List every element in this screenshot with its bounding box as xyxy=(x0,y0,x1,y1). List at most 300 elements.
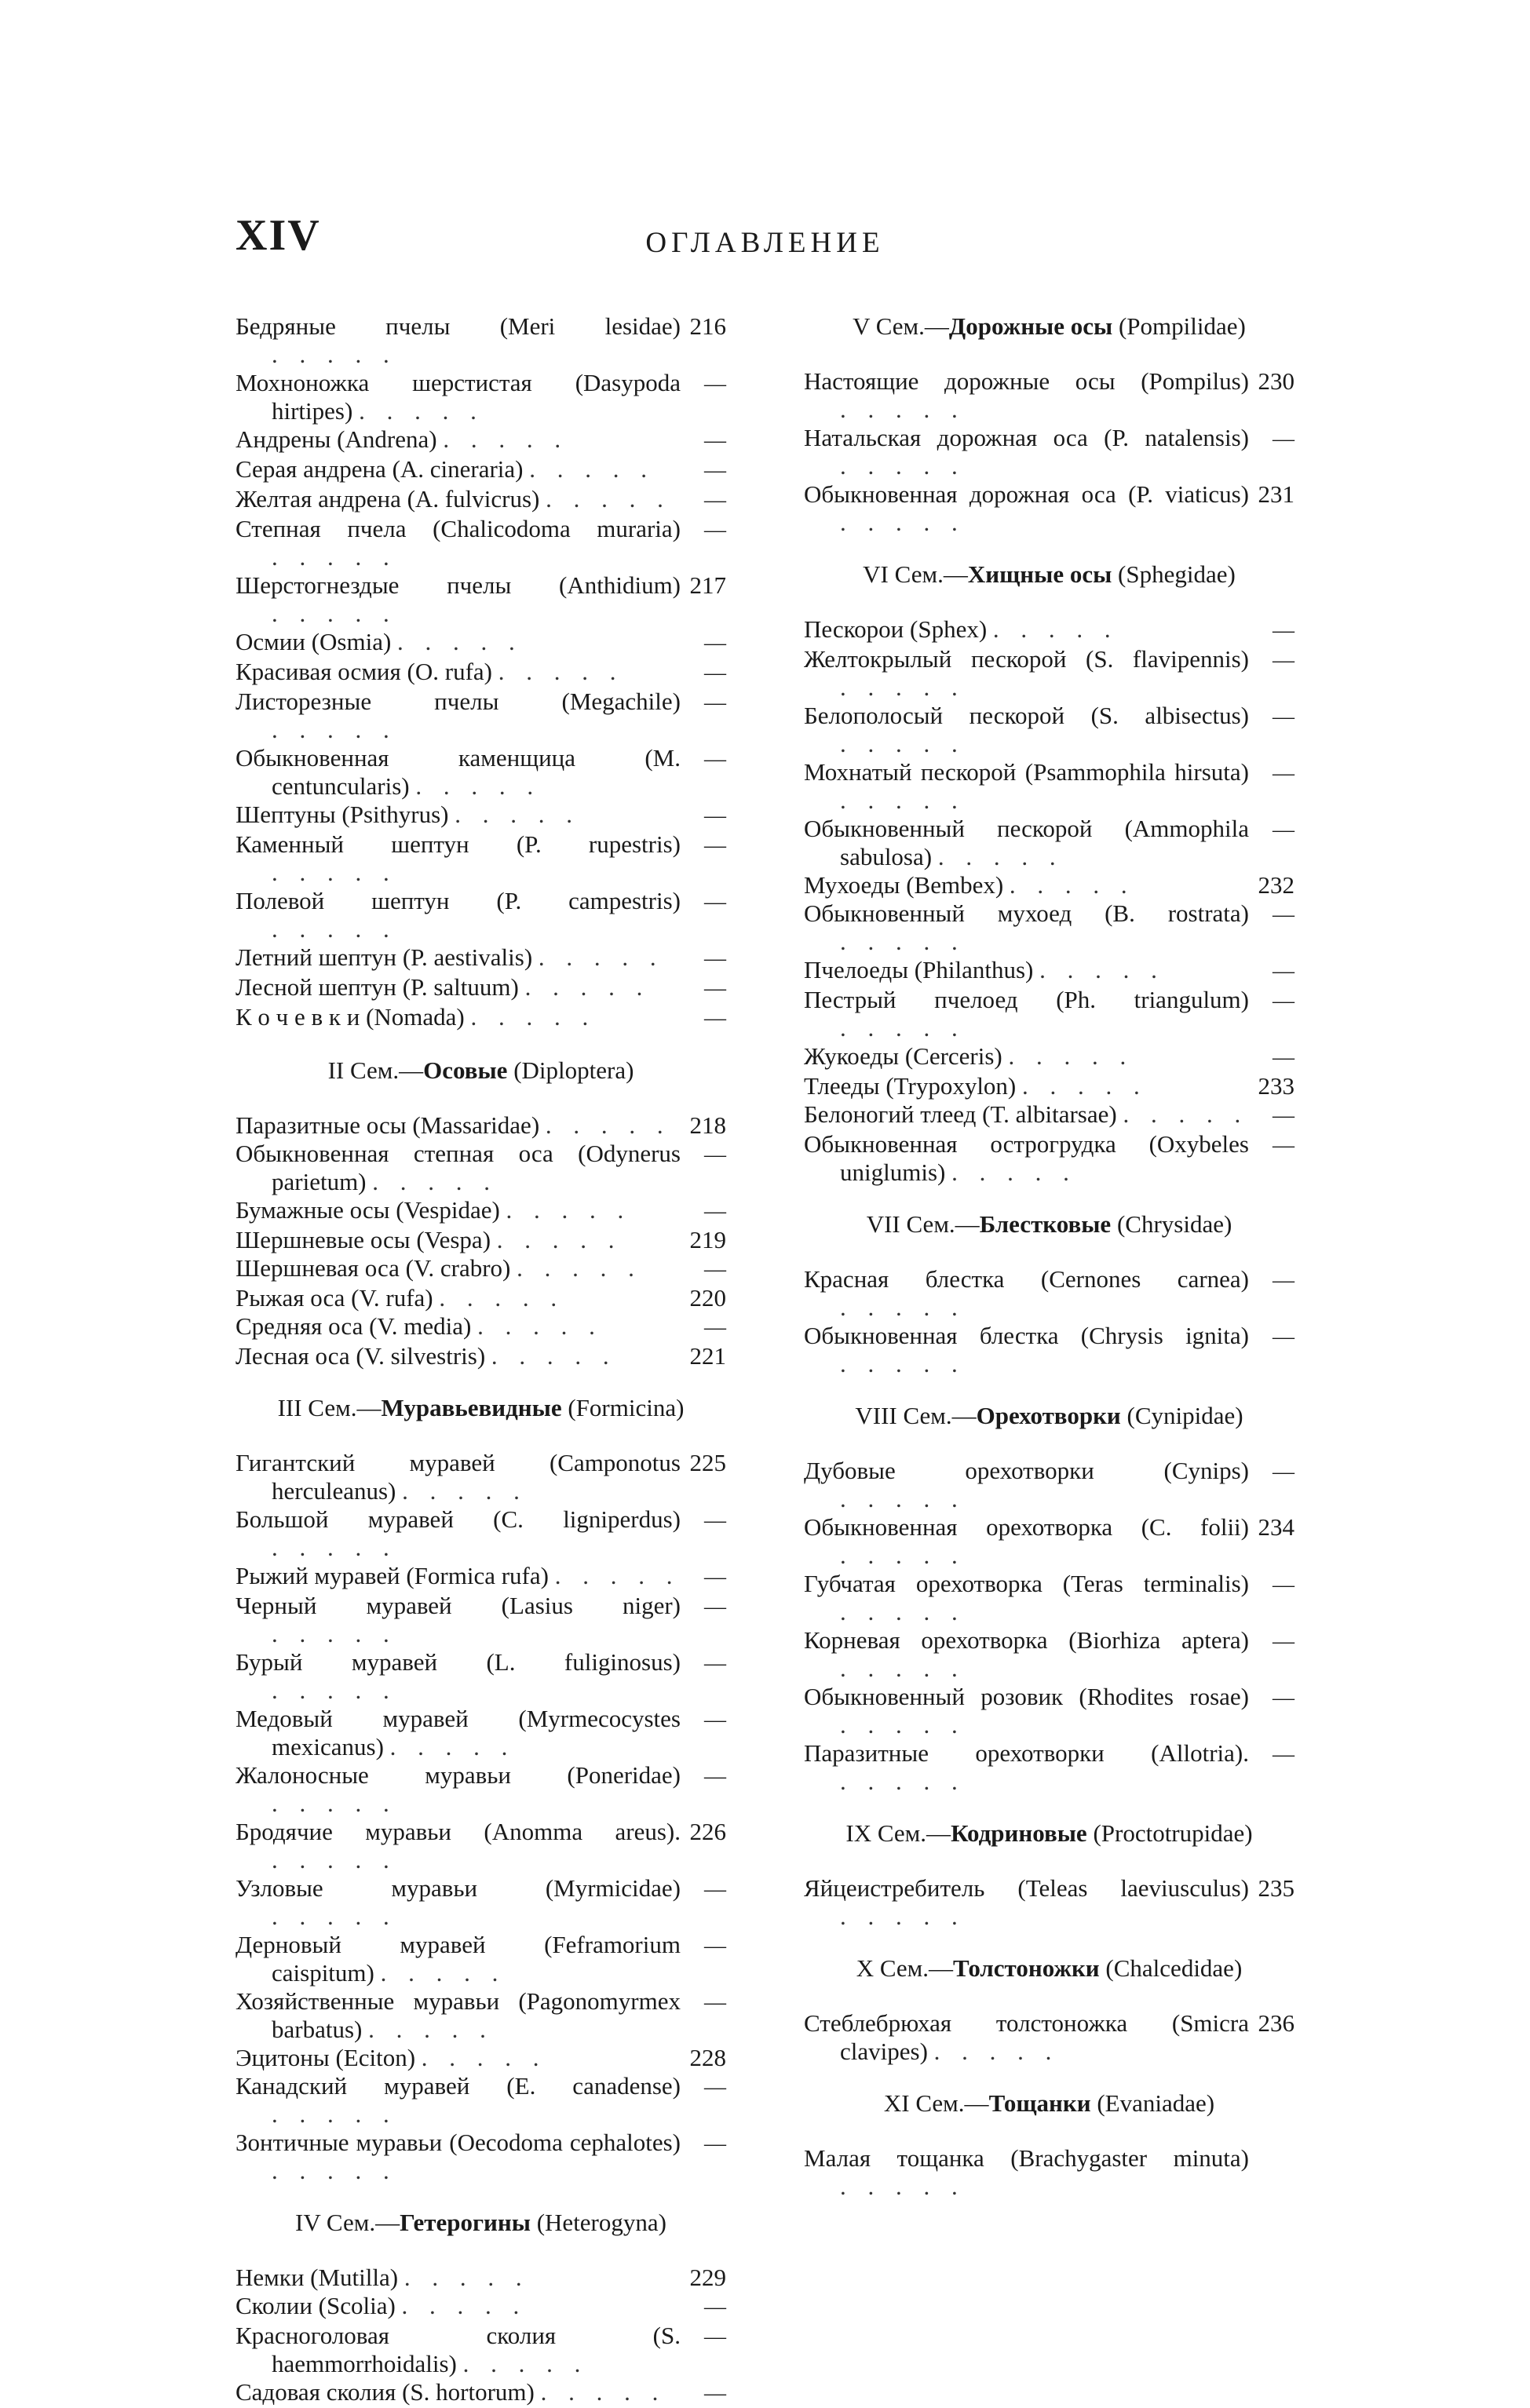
toc-entry-title: Шершневая оса (V. crabro) . . . . . xyxy=(236,1254,642,1282)
family-latin-name: (Chrysidae) xyxy=(1111,1210,1232,1238)
toc-page-number: — xyxy=(704,1595,726,1619)
toc-entry xyxy=(804,758,1294,815)
family-heading xyxy=(236,1394,726,1422)
family-name: Хищные осы xyxy=(967,560,1112,588)
toc-page-number: — xyxy=(704,372,726,396)
toc-entry xyxy=(236,688,726,744)
toc-entry-title: Листорезные пчелы (Megachile) . . . . . xyxy=(236,688,681,743)
toc-entry-title: Натальская дорожная оса (P. natalensis) . . . . . xyxy=(804,424,1249,480)
dot-leaders: . . . . . xyxy=(389,1733,516,1760)
toc-page-number: — xyxy=(1273,1133,1294,1158)
toc-entry xyxy=(804,2009,1294,2066)
toc-entry-title: Гигантский муравей (Camponotus herculeanus) . . . . . xyxy=(236,1449,681,1505)
toc-page-number: 226 xyxy=(689,1818,726,1845)
toc-page-number: 229 xyxy=(689,2264,726,2291)
toc-page-number: — xyxy=(704,834,726,858)
dot-leaders: . . . . . xyxy=(272,1903,397,1930)
toc-entry xyxy=(236,1449,726,1505)
dot-leaders: . . . . . xyxy=(359,397,484,425)
family-heading xyxy=(804,560,1294,589)
dot-leaders: . . . . . xyxy=(272,859,397,886)
dot-leaders: . . . . . xyxy=(272,716,397,743)
toc-entry xyxy=(236,1226,726,1254)
dot-leaders: . . . . . xyxy=(372,1168,498,1195)
toc-entry-title: Обыкновенная каменщица (M. centuncularis) . . . . . xyxy=(236,744,681,800)
dot-leaders: . . . . . xyxy=(272,543,397,571)
toc-entry-title: Узловые муравьи (Myrmicidae) . . . . . xyxy=(236,1874,681,1930)
family-number: VIII Сем.— xyxy=(855,1402,977,1429)
toc-entry-title: Обыкновенный розовик (Rhodites rosae) . . . . . xyxy=(804,1683,1249,1739)
toc-entry xyxy=(236,1705,726,1761)
dot-leaders: . . . . . xyxy=(397,628,523,655)
family-heading xyxy=(236,2209,726,2237)
dot-leaders: . . . . . xyxy=(368,2016,494,2043)
dot-leaders: . . . . . xyxy=(840,2173,966,2200)
toc-entry xyxy=(236,2264,726,2292)
dot-leaders: . . . . . xyxy=(840,928,966,955)
dot-leaders: . . . . . xyxy=(401,2292,528,2319)
dot-leaders: . . . . . xyxy=(517,1254,642,1282)
toc-entry xyxy=(236,1505,726,1562)
toc-page-number: — xyxy=(704,2325,726,2349)
toc-entry-title: Красноголовая сколия (S. haemmorrhoidalis) . . . . . xyxy=(236,2322,681,2377)
dot-leaders: . . . . . xyxy=(272,341,397,368)
family-number: III Сем.— xyxy=(277,1394,382,1421)
toc-entry-title: Хозяйственные муравьи (Pagonomyrmex barbatus) . . . . . xyxy=(236,1987,681,2043)
toc-entry-title: Пестрый пчелоед (Ph. triangulum) . . . . . xyxy=(804,986,1249,1042)
toc-entry xyxy=(804,702,1294,758)
toc-entry-title: Полевой шептун (P. campestris) . . . . . xyxy=(236,887,681,943)
toc-entry xyxy=(236,1987,726,2044)
toc-entry-title: Белоногий тлеед (T. albitarsae) . . . . . xyxy=(804,1100,1249,1128)
toc-page-number: 235 xyxy=(1258,1874,1294,1902)
toc-entry xyxy=(236,744,726,801)
toc-page-number: 233 xyxy=(1258,1072,1294,1100)
family-latin-name: (Formicina) xyxy=(561,1394,685,1421)
toc-page-number: 225 xyxy=(689,1449,726,1476)
family-latin-name: (Pompilidae) xyxy=(1112,312,1246,340)
family-heading xyxy=(804,1954,1294,1983)
toc-entry-title: Бродячие муравьи (Anomma areus). . . . . . xyxy=(236,1818,681,1873)
toc-entry xyxy=(236,2072,726,2129)
dot-leaders: . . . . . xyxy=(840,1485,966,1512)
toc-entry xyxy=(236,1111,726,1140)
toc-entry xyxy=(804,986,1294,1042)
family-number: XI Сем.— xyxy=(883,2089,989,2117)
toc-entry xyxy=(804,1457,1294,1513)
family-heading xyxy=(236,1056,726,1085)
dot-leaders: . . . . . xyxy=(840,730,966,757)
dot-leaders: . . . . . xyxy=(840,1655,966,1682)
toc-page-number: — xyxy=(704,661,726,685)
family-name: Орехотворки xyxy=(976,1402,1121,1429)
family-latin-name: (Evaniadae) xyxy=(1090,2089,1215,2117)
dot-leaders: . . . . . xyxy=(840,1598,966,1625)
toc-page-number: — xyxy=(1273,1268,1294,1293)
toc-entry xyxy=(804,899,1294,956)
dot-leaders: . . . . . xyxy=(546,485,671,513)
toc-entry-title: Эцитоны (Eciton) . . . . . xyxy=(236,2044,547,2071)
toc-entry-title: Канадский муравей (E. canadense) . . . . . xyxy=(236,2072,681,2128)
dot-leaders: . . . . . xyxy=(538,943,664,971)
family-name: Тощанки xyxy=(988,2089,1091,2117)
toc-page-number: — xyxy=(704,976,726,1001)
toc-page-number: 230 xyxy=(1258,367,1294,395)
toc-page-number: 220 xyxy=(689,1284,726,1312)
dot-leaders: . . . . . xyxy=(272,2157,397,2184)
toc-entry-title: Яйцеистребитель (Teleas laeviusculus) . . . . . xyxy=(804,1874,1249,1930)
family-latin-name: (Sphegidae) xyxy=(1112,560,1236,588)
family-heading xyxy=(804,312,1294,341)
toc-entry xyxy=(804,424,1294,480)
dot-leaders: . . . . . xyxy=(840,509,966,536)
toc-entry-title: Рыжий муравей (Formica rufa) . . . . . xyxy=(236,1562,681,1589)
dot-leaders: . . . . . xyxy=(402,1477,528,1505)
toc-page-number: — xyxy=(1273,989,1294,1013)
dot-leaders: . . . . . xyxy=(272,600,397,627)
toc-page-number: — xyxy=(704,1257,726,1282)
toc-page-number: — xyxy=(704,1934,726,1958)
toc-entry xyxy=(236,2378,726,2408)
toc-entry xyxy=(236,1648,726,1705)
family-number: IX Сем.— xyxy=(845,1819,951,1847)
toc-entry-title: Обыкновенный мухоед (B. rostrata) . . . . . xyxy=(804,899,1249,955)
toc-page-number: 216 xyxy=(689,312,726,340)
toc-entry-title: Зонтичные муравьи (Oecodoma cephalotes) . . . . . xyxy=(236,2129,681,2184)
toc-page-number: 236 xyxy=(1258,2009,1294,2037)
dot-leaders: . . . . . xyxy=(498,658,624,685)
toc-entry-title: Черный муравей (Lasius niger) . . . . . xyxy=(236,1592,681,1647)
toc-page-number: — xyxy=(1273,1460,1294,1484)
toc-entry xyxy=(236,2044,726,2072)
toc-entry xyxy=(236,887,726,943)
family-latin-name: (Heterogyna) xyxy=(530,2209,666,2236)
toc-entry xyxy=(236,830,726,887)
family-number: VII Сем.— xyxy=(866,1210,980,1238)
toc-page-number: — xyxy=(704,1509,726,1533)
toc-page-number: 231 xyxy=(1258,480,1294,508)
toc-page-number: — xyxy=(704,2075,726,2100)
dot-leaders: . . . . . xyxy=(840,1014,966,1042)
toc-entry xyxy=(236,1312,726,1342)
toc-page-number: — xyxy=(704,2132,726,2156)
toc-entry-title: Бурый муравей (L. fuliginosus) . . . . . xyxy=(236,1648,681,1704)
toc-entry-title: Шершневые осы (Vespa) . . . . . xyxy=(236,1226,623,1253)
toc-entry-title: Пескорои (Sphex) . . . . . xyxy=(804,615,1119,643)
dot-leaders: . . . . . xyxy=(506,1196,632,1224)
toc-page-number: — xyxy=(704,1565,726,1589)
toc-entry xyxy=(804,480,1294,537)
toc-page-number: — xyxy=(1273,1573,1294,1597)
toc-entry-title: Жукоеды (Cerceris) . . . . . xyxy=(804,1042,1134,1070)
toc-page-number: — xyxy=(1273,761,1294,786)
toc-page-number: — xyxy=(1273,618,1294,643)
family-heading xyxy=(804,1402,1294,1430)
dot-leaders: . . . . . xyxy=(380,1959,506,1987)
toc-entry xyxy=(804,871,1294,899)
dot-leaders: . . . . . xyxy=(272,2100,397,2128)
dot-leaders: . . . . . xyxy=(1123,1100,1249,1128)
toc-page-number: — xyxy=(704,1199,726,1224)
toc-entry xyxy=(236,1196,726,1226)
dot-leaders: . . . . . xyxy=(933,2038,1060,2065)
toc-entry-title: Рыжая оса (V. rufa) . . . . . xyxy=(236,1284,565,1312)
toc-entry-title: Каменный шептун (P. rupestris) . . . . . xyxy=(236,830,681,886)
toc-entry xyxy=(236,1562,726,1592)
family-number: X Сем.— xyxy=(856,1954,954,1982)
running-head: ОГЛАВЛЕНИЕ xyxy=(645,227,885,259)
family-number: V Сем.— xyxy=(853,312,949,340)
dot-leaders: . . . . . xyxy=(443,425,569,453)
toc-entry-title: Бумажные осы (Vespidae) . . . . . xyxy=(236,1196,632,1224)
dot-leaders: . . . . . xyxy=(1009,871,1135,899)
toc-entry-title: Лесная оса (V. silvestris) . . . . . xyxy=(236,1342,617,1370)
toc-page-number: — xyxy=(704,1651,726,1676)
toc-page-number: — xyxy=(1273,1045,1294,1070)
toc-entry xyxy=(804,1042,1294,1072)
toc-entry-title: Шептуны (Psithyrus) . . . . . xyxy=(236,801,580,828)
toc-entry-title: Жалоносные муравьи (Poneridae) . . . . . xyxy=(236,1761,681,1817)
toc-entry xyxy=(236,2322,726,2378)
toc-page-number: — xyxy=(1273,705,1294,729)
toc-entry-title: Обыкновенная дорожная оса (P. viaticus) . . . . . xyxy=(804,480,1249,536)
dot-leaders: . . . . . xyxy=(1008,1042,1134,1070)
toc-page-number: — xyxy=(1273,1104,1294,1128)
toc-entry-title: Настоящие дорожные осы (Pompilus) . . . . . xyxy=(804,367,1249,423)
toc-entry xyxy=(804,367,1294,424)
toc-page-number: — xyxy=(704,691,726,715)
toc-entry xyxy=(236,1254,726,1284)
family-heading xyxy=(804,1819,1294,1848)
toc-entry-title: Немки (Mutilla) . . . . . xyxy=(236,2264,530,2291)
toc-page-number: — xyxy=(704,1006,726,1031)
toc-entry-title: Корневая орехотворка (Biorhiza aptera) . . . . . xyxy=(804,1626,1249,1682)
toc-entry-title: Большой муравей (C. ligniperdus) . . . . . xyxy=(236,1505,681,1561)
toc-entry xyxy=(236,515,726,571)
toc-entry-title: Садовая сколия (S. hortorum) . . . . . xyxy=(236,2378,666,2406)
toc-entry-title: Дубовые орехотворки (Cynips) . . . . . xyxy=(804,1457,1249,1512)
dot-leaders: . . . . . xyxy=(545,1111,671,1139)
toc-entry-title: Обыкновенная орехотворка (C. folii) . . . . . xyxy=(804,1513,1249,1569)
dot-leaders: . . . . . xyxy=(840,786,966,814)
dot-leaders: . . . . . xyxy=(840,452,966,480)
family-name: Гетерогины xyxy=(400,2209,531,2236)
toc-entry xyxy=(236,1874,726,1931)
dot-leaders: . . . . . xyxy=(496,1226,623,1253)
dot-leaders: . . . . . xyxy=(1039,956,1165,983)
dot-leaders: . . . . . xyxy=(403,2264,530,2291)
toc-entry-title: Паразитные орехотворки (Allotria). . . . . . xyxy=(804,1739,1249,1795)
family-latin-name: (Cynipidae) xyxy=(1120,1402,1243,1429)
toc-entry xyxy=(236,1284,726,1312)
toc-entry xyxy=(804,1683,1294,1739)
toc-page-number: — xyxy=(704,1877,726,1902)
dot-leaders: . . . . . xyxy=(529,455,655,483)
toc-entry-title: Обыкновенная острогрудка (Oxybeles uniglumis) . . . . . xyxy=(804,1130,1249,1186)
toc-entry-title: Степная пчела (Chalicodoma muraria) . . . . . xyxy=(236,515,681,571)
dot-leaders: . . . . . xyxy=(1022,1072,1148,1100)
dot-leaders: . . . . . xyxy=(840,673,966,701)
toc-entry-title: Бедряные пчелы (Meri lesidae) . . . . . xyxy=(236,312,681,368)
toc-entry-title: Стеблебрюхая толстоножка (Smicra clavipes) . . . . . xyxy=(804,2009,1249,2065)
dot-leaders: . . . . . xyxy=(455,801,580,828)
dot-leaders: . . . . . xyxy=(840,1711,966,1739)
dot-leaders: . . . . . xyxy=(491,1342,617,1370)
dot-leaders: . . . . . xyxy=(477,1312,603,1340)
toc-page-number: 218 xyxy=(689,1111,726,1139)
dot-leaders: . . . . . xyxy=(840,1541,966,1569)
toc-page-number: 221 xyxy=(689,1342,726,1370)
toc-page-number: — xyxy=(704,1143,726,1167)
toc-entry xyxy=(236,1342,726,1370)
toc-page-number: — xyxy=(704,804,726,828)
toc-entry xyxy=(804,2144,1294,2201)
toc-entry-title: Красивая осмия (O. rufa) . . . . . xyxy=(236,658,624,685)
dot-leaders: . . . . . xyxy=(272,1534,397,1561)
toc-entry-title: Мухоеды (Bembex) . . . . . xyxy=(804,871,1135,899)
dot-leaders: . . . . . xyxy=(992,615,1119,643)
dot-leaders: . . . . . xyxy=(272,1790,397,1817)
toc-page-number: — xyxy=(704,747,726,772)
family-number: VI Сем.— xyxy=(863,560,968,588)
toc-entry-title: Белополосый пескорой (S. albisectus) . . . . . xyxy=(804,702,1249,757)
toc-entry-title: Мохноножка шерстистая (Dasypoda hirtipes) . . . . . xyxy=(236,369,681,425)
toc-entry xyxy=(804,815,1294,871)
toc-entry-title: Желтая андрена (A. fulvicrus) . . . . . xyxy=(236,485,671,513)
toc-entry-title: Паразитные осы (Massaridae) . . . . . xyxy=(236,1111,671,1139)
family-number: IV Сем.— xyxy=(295,2209,400,2236)
toc-entry-title: Летний шептун (P. aestivalis) . . . . . xyxy=(236,943,664,971)
toc-entry xyxy=(236,312,726,369)
toc-entry xyxy=(804,645,1294,702)
dot-leaders: . . . . . xyxy=(272,1676,397,1704)
toc-entry-title: Малая тощанка (Brachygaster minuta) . . . . . xyxy=(804,2144,1249,2200)
toc-entry-title: Осмии (Osmia) . . . . . xyxy=(236,628,523,655)
toc-entry-title: Медовый муравей (Myrmecocystes mexicanus) . . . . . xyxy=(236,1705,681,1760)
toc-page-number: — xyxy=(704,631,726,655)
toc-page-number: — xyxy=(1273,427,1294,451)
toc-entry xyxy=(804,1072,1294,1100)
dot-leaders: . . . . . xyxy=(840,1293,966,1321)
toc-entry xyxy=(236,1761,726,1818)
toc-entry-title: Лесной шептун (P. saltuum) . . . . . xyxy=(236,973,651,1001)
toc-entry-title: Обыкновенный пескорой (Ammophila sabulosa) . . . . . xyxy=(804,815,1249,870)
family-name: Осовые xyxy=(423,1056,508,1084)
toc-page-number: 232 xyxy=(1258,871,1294,899)
toc-page-number: — xyxy=(704,429,726,453)
toc-entry xyxy=(804,1322,1294,1378)
toc-entry-title: Андрены (Andrena) . . . . . xyxy=(236,425,569,453)
toc-page-number: — xyxy=(704,947,726,971)
toc-page-number: — xyxy=(1273,648,1294,673)
toc-page-number: 217 xyxy=(689,571,726,599)
toc-entry-title: Желтокрылый пескорой (S. flavipennis) . . . . . xyxy=(804,645,1249,701)
toc-page-number: — xyxy=(1273,959,1294,983)
family-heading xyxy=(804,1210,1294,1239)
toc-entry xyxy=(236,1140,726,1196)
dot-leaders: . . . . . xyxy=(470,1003,597,1031)
toc-entry xyxy=(804,1100,1294,1130)
toc-page-number: — xyxy=(704,1708,726,1732)
family-latin-name: (Diploptera) xyxy=(507,1056,634,1084)
toc-entry xyxy=(236,628,726,658)
toc-column-left xyxy=(236,312,726,2408)
toc-page-number: — xyxy=(704,2381,726,2406)
toc-entry xyxy=(804,956,1294,986)
dot-leaders: . . . . . xyxy=(540,2378,666,2406)
toc-entry xyxy=(236,1592,726,1648)
family-name: Муравьевидные xyxy=(381,1394,562,1421)
dot-leaders: . . . . . xyxy=(524,973,651,1001)
toc-column-right xyxy=(804,312,1294,2201)
toc-entry xyxy=(804,1739,1294,1796)
toc-entry xyxy=(804,1513,1294,1570)
toc-page-number: — xyxy=(1273,1629,1294,1654)
toc-entry xyxy=(804,1570,1294,1626)
toc-entry xyxy=(236,2129,726,2185)
toc-page-number: — xyxy=(704,488,726,513)
dot-leaders: . . . . . xyxy=(272,915,397,943)
toc-entry xyxy=(236,485,726,515)
toc-entry-title: Дерновый муравей (Feframorium caispitum) . . . . . xyxy=(236,1931,681,1987)
toc-entry xyxy=(236,455,726,485)
toc-entry-title: Мохнатый пескорой (Psammophila hirsuta) . . . . . xyxy=(804,758,1249,814)
toc-page-number: — xyxy=(704,1764,726,1789)
dot-leaders: . . . . . xyxy=(840,1903,966,1930)
toc-entry-title: Средняя оса (V. media) . . . . . xyxy=(236,1312,603,1340)
dot-leaders: . . . . . xyxy=(554,1562,681,1589)
page-number: XIV xyxy=(236,211,321,260)
toc-entry xyxy=(236,571,726,628)
dot-leaders: . . . . . xyxy=(272,1620,397,1647)
toc-entry xyxy=(236,369,726,425)
toc-entry xyxy=(804,1874,1294,1931)
toc-entry xyxy=(236,2292,726,2322)
dot-leaders: . . . . . xyxy=(951,1158,1077,1186)
dot-leaders: . . . . . xyxy=(840,1350,966,1377)
toc-entry xyxy=(804,1130,1294,1187)
dot-leaders: . . . . . xyxy=(840,396,966,423)
toc-page-number: — xyxy=(704,1990,726,2015)
toc-entry-title: Серая андрена (A. cineraria) . . . . . xyxy=(236,455,655,483)
family-latin-name: (Chalcedidae) xyxy=(1099,1954,1243,1982)
toc-entry xyxy=(236,658,726,688)
toc-page-number: — xyxy=(704,518,726,542)
toc-page-number: — xyxy=(1273,1686,1294,1710)
family-name: Кодриновые xyxy=(951,1819,1087,1847)
toc-entry-title: Обыкновенная блестка (Chrysis ignita) . . . . . xyxy=(804,1322,1249,1377)
toc-page-number: — xyxy=(1273,1742,1294,1767)
toc-page-number: — xyxy=(704,890,726,914)
toc-entry-title: Пчелоеды (Philanthus) . . . . . xyxy=(804,956,1165,983)
toc-entry xyxy=(236,943,726,973)
toc-page-number: — xyxy=(704,1315,726,1340)
toc-page-number: — xyxy=(1273,1325,1294,1349)
toc-page-number: — xyxy=(704,2295,726,2319)
toc-entry-title: Сколии (Scolia) . . . . . xyxy=(236,2292,528,2319)
toc-entry xyxy=(236,973,726,1003)
family-name: Блестковые xyxy=(979,1210,1112,1238)
toc-entry-title: Шерстогнездые пчелы (Anthidium) . . . . . xyxy=(236,571,681,627)
toc-entry xyxy=(804,1265,1294,1322)
family-number: II Сем.— xyxy=(327,1056,424,1084)
family-name: Дорожные осы xyxy=(948,312,1113,340)
family-latin-name: (Proctotrupidae) xyxy=(1086,1819,1253,1847)
toc-page-number: — xyxy=(704,458,726,483)
toc-entry xyxy=(236,425,726,455)
dot-leaders: . . . . . xyxy=(421,2044,547,2071)
toc-entry-title: Красная блестка (Cernones carnea) . . . . . xyxy=(804,1265,1249,1321)
